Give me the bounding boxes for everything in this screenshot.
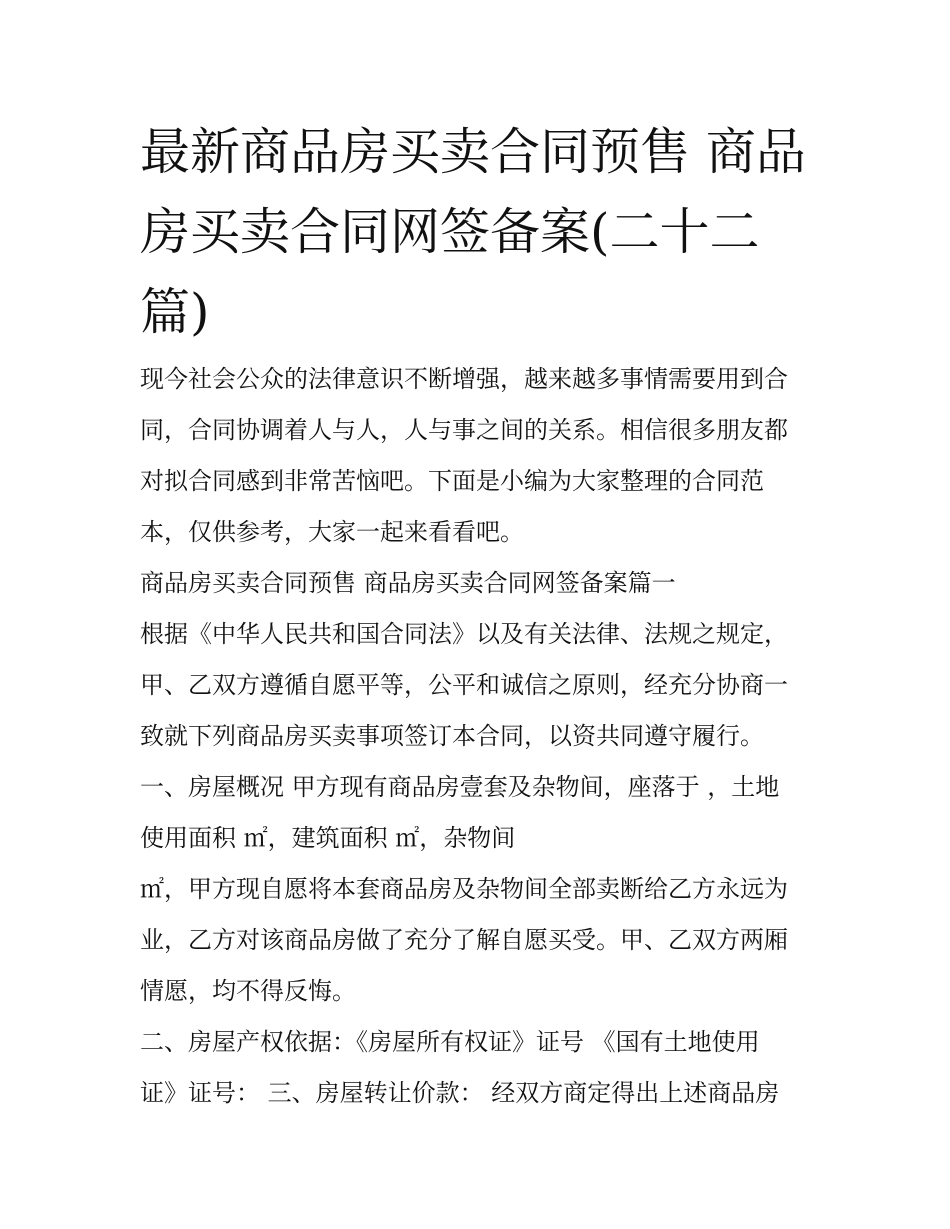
body-line: 根据《中华人民共和国合同法》以及有关法律、法规之规定，: [140, 620, 788, 648]
body-line: 致就下列商品房买卖事项签订本合同，以资共同遵守履行。: [140, 722, 764, 750]
body-line: 二、房屋产权依据：《房屋所有权证》证号 《国有土地使用: [140, 1028, 760, 1056]
body-line: 同，合同协调着人与人，人与事之间的关系。相信很多朋友都: [140, 416, 788, 444]
body-line: 情愿，均不得反悔。: [140, 977, 356, 1005]
section-heading: 商品房买卖合同预售 商品房买卖合同网签备案篇一: [140, 569, 676, 597]
body-line: 对拟合同感到非常苦恼吧。下面是小编为大家整理的合同范: [140, 467, 764, 495]
body-line: 一、房屋概况 甲方现有商品房壹套及杂物间，座落于 ，土地: [140, 773, 780, 801]
body-line: 本，仅供参考，大家一起来看看吧。: [140, 518, 524, 546]
title-line: 房买卖合同网签备案(二十二: [140, 203, 760, 261]
title-line: 篇): [140, 283, 210, 341]
document-title: [140, 112, 820, 352]
body-line: 现今社会公众的法律意识不断增强，越来越多事情需要用到合: [140, 365, 788, 393]
body-line: 甲、乙双方遵循自愿平等，公平和诚信之原则，经充分协商一: [140, 671, 788, 699]
title-line: 最新商品房买卖合同预售 商品: [140, 123, 806, 181]
body-line: 业，乙方对该商品房做了充分了解自愿买受。甲、乙双方两厢: [140, 926, 788, 954]
body-line: 证》证号： 三、房屋转让价款： 经双方商定得出上述商品房: [140, 1079, 780, 1107]
body-line: ㎡，甲方现自愿将本套商品房及杂物间全部卖断给乙方永远为: [140, 875, 788, 903]
body-line: 使用面积 ㎡，建筑面积 ㎡，杂物间: [140, 824, 516, 852]
document-body: [140, 354, 830, 1119]
